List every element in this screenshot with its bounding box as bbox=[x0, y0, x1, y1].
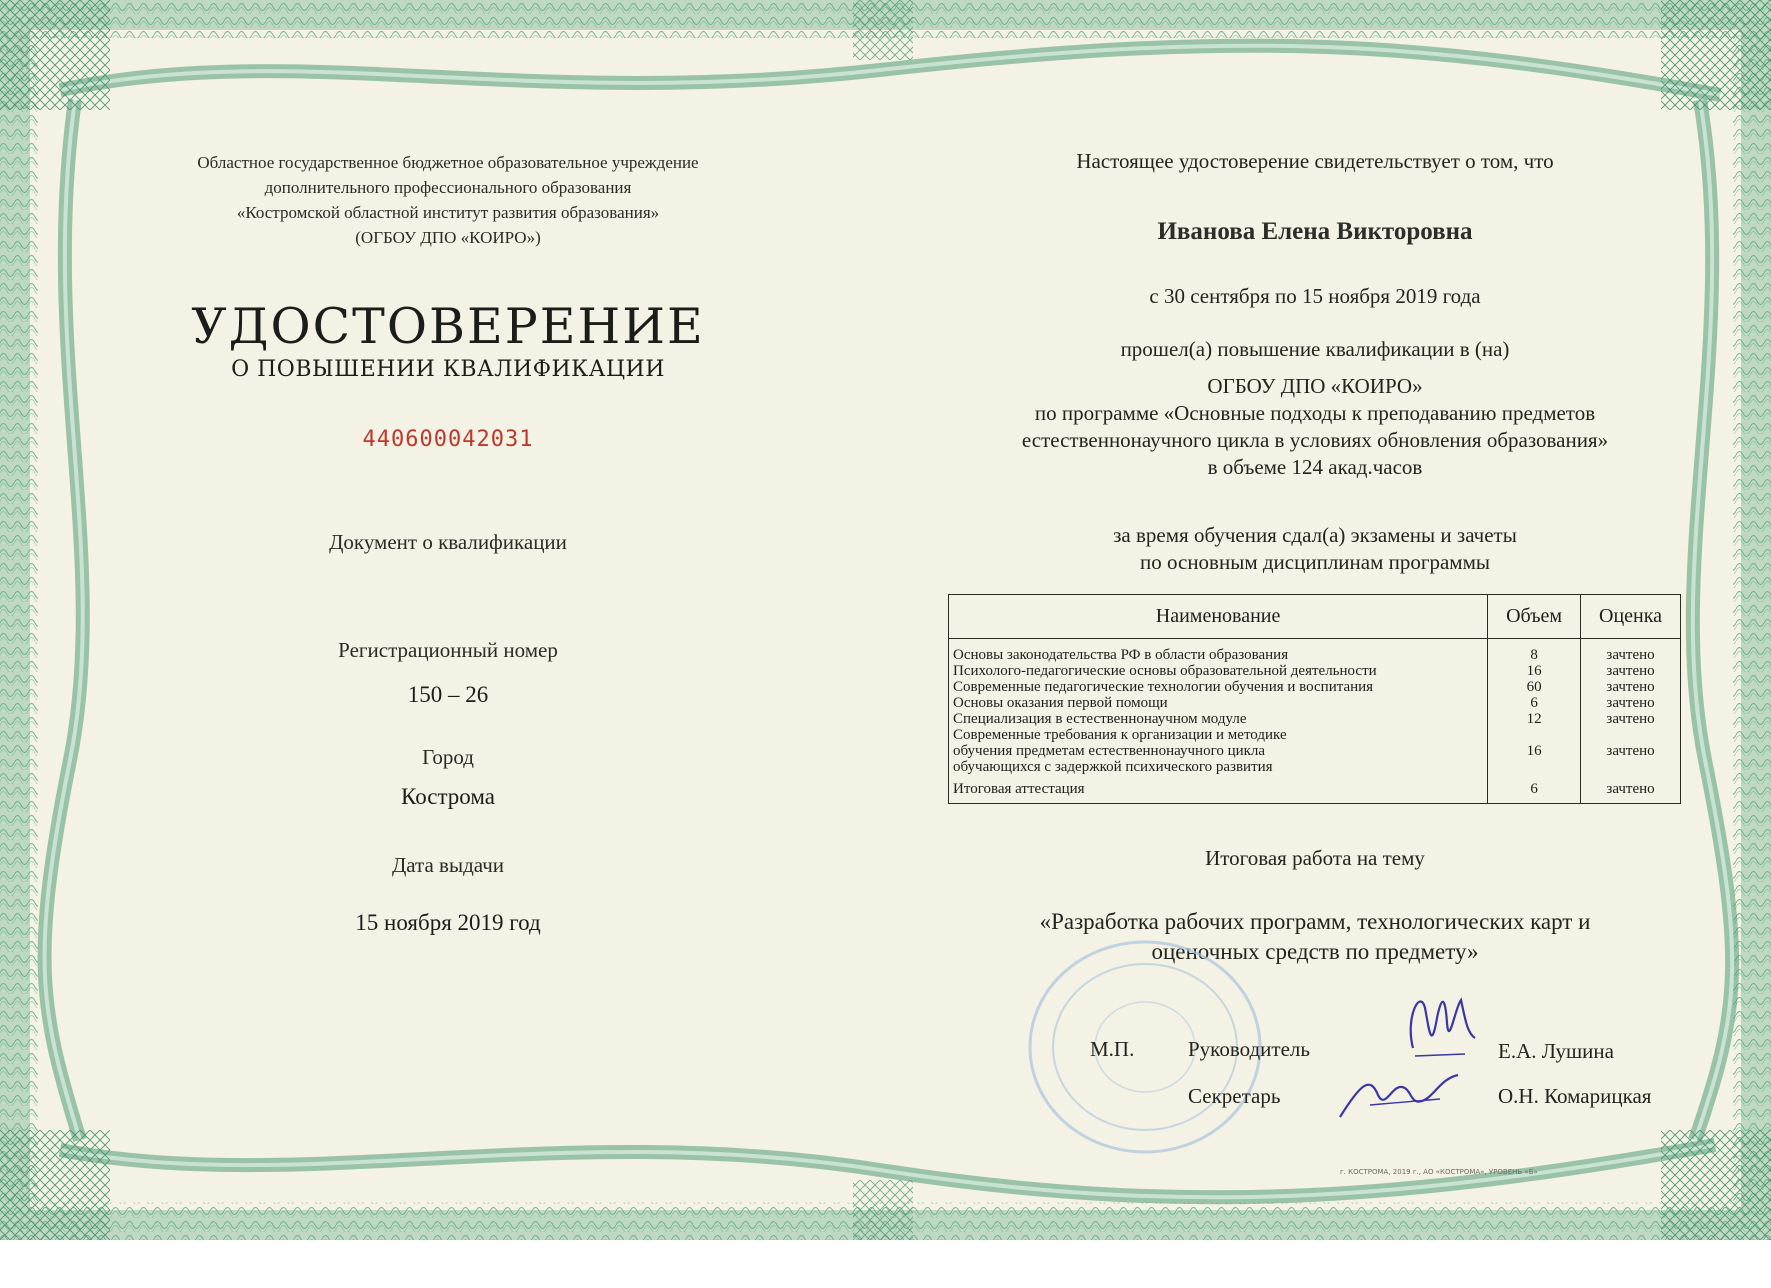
discipline-name: Психолого-педагогические основы образовательной деятельности bbox=[949, 663, 1488, 679]
discipline-grade: зачтено bbox=[1581, 711, 1681, 727]
discipline-grade: зачтено bbox=[1581, 663, 1681, 679]
column-header-name: Наименование bbox=[949, 595, 1488, 639]
head-label: Руководитель bbox=[1188, 1037, 1310, 1061]
city-label: Город bbox=[422, 745, 474, 769]
institution-line: Областное государственное бюджетное образовательное учреждение bbox=[197, 153, 699, 172]
registration-label: Регистрационный номер bbox=[338, 638, 558, 662]
document-subtitle: О ПОВЫШЕНИИ КВАЛИФИКАЦИИ bbox=[231, 357, 665, 382]
institution-line: (ОГБОУ ДПО «КОИРО») bbox=[355, 228, 541, 247]
issue-date-value: 15 ноября 2019 год bbox=[355, 910, 541, 935]
person-name: Иванова Елена Викторовна bbox=[1157, 218, 1473, 245]
program-block bbox=[920, 373, 1710, 481]
discipline-grade: зачтено bbox=[1581, 775, 1681, 804]
discipline-name: Основы оказания первой помощи bbox=[949, 695, 1488, 711]
program-line: ОГБОУ ДПО «КОИРО» bbox=[1207, 374, 1423, 398]
final-work-line: оценочных средств по предмету» bbox=[1151, 939, 1479, 964]
column-header-grade: Оценка bbox=[1581, 595, 1681, 639]
discipline-hours: 16 bbox=[1488, 727, 1581, 775]
registration-number: 150 – 26 bbox=[407, 682, 489, 707]
final-work-line: «Разработка рабочих программ, технологических карт и bbox=[1039, 909, 1591, 934]
discipline-name: Итоговая аттестация bbox=[949, 775, 1488, 804]
discipline-name bbox=[949, 727, 1488, 775]
program-line: в объеме 124 акад.часов bbox=[1207, 455, 1423, 479]
city-value: Кострома bbox=[401, 784, 495, 809]
head-name: Е.А. Лушина bbox=[1498, 1039, 1614, 1063]
exams-line: по основным дисциплинам программы bbox=[1139, 550, 1490, 574]
discipline-grade: зачтено bbox=[1581, 679, 1681, 695]
discipline-grade: зачтено bbox=[1581, 639, 1681, 664]
table-row bbox=[949, 679, 1681, 695]
institution-line: «Костромской областной институт развития образования» bbox=[236, 203, 660, 222]
discipline-hours: 60 bbox=[1488, 679, 1581, 695]
disciplines-table bbox=[948, 594, 1681, 804]
table-row bbox=[949, 711, 1681, 727]
discipline-hours: 12 bbox=[1488, 711, 1581, 727]
table-header-row bbox=[949, 595, 1681, 639]
discipline-grade: зачтено bbox=[1581, 695, 1681, 711]
discipline-hours: 16 bbox=[1488, 663, 1581, 679]
discipline-hours: 8 bbox=[1488, 639, 1581, 664]
seal-place-mark: М.П. bbox=[1090, 1037, 1135, 1061]
table-row bbox=[949, 727, 1681, 775]
discipline-name: Основы законодательства РФ в области образования bbox=[949, 639, 1488, 664]
document-type: Документ о квалификации bbox=[329, 530, 567, 554]
exams-block bbox=[940, 522, 1690, 576]
discipline-name: Современные педагогические технологии обучения и воспитания bbox=[949, 679, 1488, 695]
printer-imprint: г. КОСТРОМА, 2019 г., АО «КОСТРОМА», УРОВЕНЬ «Б» bbox=[1340, 1168, 1538, 1176]
issue-date-label: Дата выдачи bbox=[391, 853, 505, 877]
discipline-name-line: обучения предметам естественнонаучного цикла bbox=[953, 743, 1266, 759]
table-row bbox=[949, 639, 1681, 664]
discipline-name: Специализация в естественнонаучном модуле bbox=[949, 711, 1488, 727]
exams-line: за время обучения сдал(а) экзамены и зачеты bbox=[1113, 523, 1517, 547]
discipline-hours: 6 bbox=[1488, 775, 1581, 804]
discipline-hours: 6 bbox=[1488, 695, 1581, 711]
discipline-name-line: Современные требования к организации и методике bbox=[953, 727, 1287, 743]
intro-text: Настоящее удостоверение свидетельствует о том, что bbox=[1076, 149, 1554, 173]
column-header-hours: Объем bbox=[1488, 595, 1581, 639]
final-work-label: Итоговая работа на тему bbox=[1205, 846, 1425, 870]
study-period: с 30 сентября по 15 ноября 2019 года bbox=[1149, 284, 1481, 308]
program-line: естественнонаучного цикла в условиях обновления образования» bbox=[1021, 428, 1609, 452]
institution-block bbox=[118, 150, 778, 250]
discipline-name-line: обучающихся с задержкой психического развития bbox=[953, 759, 1273, 775]
head-signature bbox=[1395, 978, 1485, 1068]
passed-text: прошел(а) повышение квалификации в (на) bbox=[1120, 337, 1510, 361]
secretary-signature bbox=[1330, 1065, 1470, 1125]
program-line: по программе «Основные подходы к преподаванию предметов bbox=[1034, 401, 1596, 425]
institution-line: дополнительного профессионального образования bbox=[264, 178, 632, 197]
table-row bbox=[949, 775, 1681, 804]
table-row bbox=[949, 695, 1681, 711]
discipline-grade: зачтено bbox=[1581, 727, 1681, 775]
document-title: УДОСТОВЕРЕНИЕ bbox=[191, 298, 705, 355]
secretary-name: О.Н. Комарицкая bbox=[1498, 1084, 1652, 1108]
serial-number: 440600042031 bbox=[362, 427, 534, 452]
table-row bbox=[949, 663, 1681, 679]
secretary-label: Секретарь bbox=[1188, 1084, 1281, 1108]
